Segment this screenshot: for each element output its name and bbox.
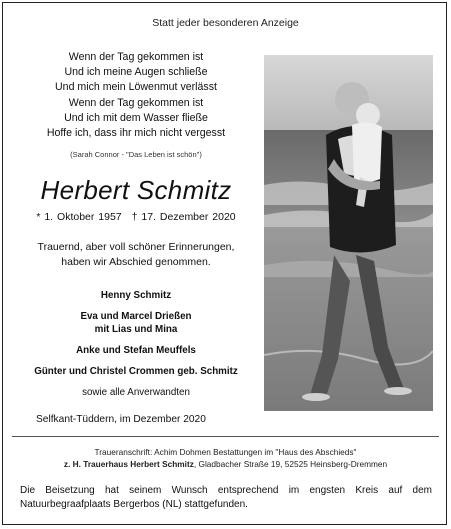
- poem-line: Und mich mein Löwenmut verlässt: [55, 81, 217, 94]
- mourner-name: Günter und Christel Crommen geb. Schmitz: [34, 365, 238, 377]
- address-street: , Gladbacher Straße 19, 52525 Heinsberg-Dremmen: [193, 459, 388, 469]
- poem-line: Und ich mit dem Wasser fließe: [64, 111, 208, 124]
- address-line: Traueranschrift: Achim Dohmen Bestattungen im "Haus des Abschieds": [94, 447, 357, 457]
- poem-line: Wenn der Tag gekommen ist: [68, 51, 204, 63]
- death-date: † 17. Dezember 2020: [131, 211, 236, 223]
- poem-credit: (Sarah Connor - "Das Leben ist schön"): [70, 150, 202, 159]
- address-recipient: z. H. Trauerhaus Herbert Schmitz: [63, 459, 194, 469]
- burial-notice: Die Beisetzung hat seinem Wunsch entsprechend im engsten Kreis auf dem Natuurbegraafplaats Bergerbos (NL) stattgefunden.: [20, 485, 432, 510]
- relatives-line: sowie alle Anverwandten: [82, 386, 190, 398]
- address-line: [0, 458, 451, 470]
- memorial-photo: [264, 55, 433, 411]
- mourner-group: [14, 345, 258, 358]
- mourner-group: [14, 290, 258, 303]
- message-line: haben wir Abschied genommen.: [61, 256, 211, 268]
- poem-line: Wenn der Tag gekommen ist: [68, 96, 204, 109]
- mourner-group: [14, 366, 258, 379]
- mourner-group: [14, 311, 258, 336]
- mourner-name: mit Lias und Mina: [94, 323, 178, 335]
- mourners-list: [14, 290, 258, 399]
- poem-line: Und ich meine Augen schließe: [64, 66, 208, 79]
- header-notice: Statt jeder besonderen Anzeige: [152, 17, 299, 29]
- poem-line: Hoffe ich, dass ihr mich nicht vergesst: [46, 127, 226, 140]
- mourner-name: Henny Schmitz: [100, 290, 172, 301]
- mourner-name: Anke und Stefan Meuffels: [76, 344, 196, 356]
- funeral-address: [0, 446, 451, 470]
- divider-line: [12, 436, 439, 437]
- deceased-name: Herbert Schmitz: [40, 175, 232, 205]
- message-line: Trauernd, aber voll schöner Erinnerungen,: [37, 241, 235, 253]
- farewell-message: [14, 240, 258, 270]
- beach-photo-icon: [264, 55, 433, 411]
- poem: [20, 50, 252, 141]
- place-date: Selfkant-Tüddern, im Dezember 2020: [36, 414, 206, 425]
- life-dates: [14, 211, 258, 223]
- mourner-name: Eva und Marcel Drießen: [80, 311, 192, 323]
- birth-date: * 1. Oktober 1957: [36, 211, 122, 223]
